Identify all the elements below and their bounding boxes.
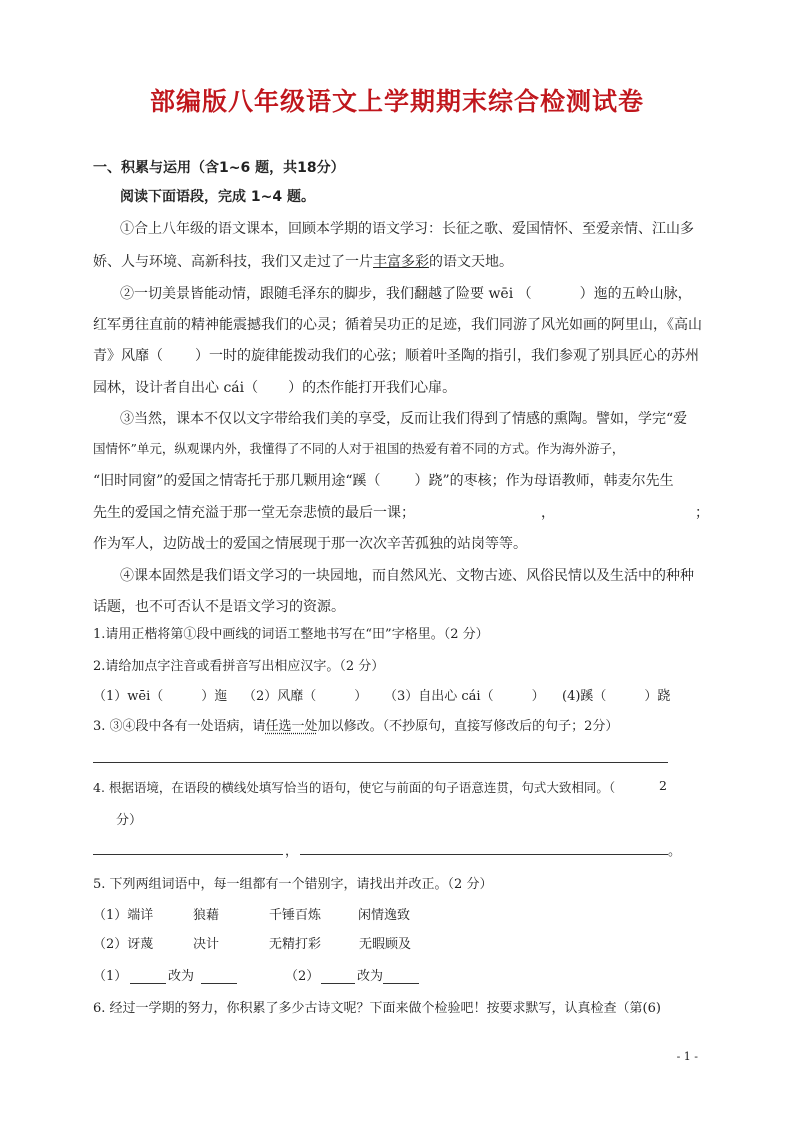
option-4: (4)蹊（ ）跷: [562, 689, 671, 704]
paragraph-1-line: 娇、人与环境、高新科技，我们又走过了一片丰富多彩的语文天地。: [93, 254, 513, 270]
question-3: 3. ③④段中各有一处语病，请任选一处加以修改。（不抄原句，直接写修改后的句子；2分）: [93, 719, 619, 734]
section-heading: 一、积累与运用（含1~6 题，共18分）: [93, 160, 345, 176]
page-number: - 1 -: [676, 1050, 698, 1063]
paragraph-2-line: 园林，设计者自出心 cái（ ）的杰作能打开我们心扉。: [93, 380, 457, 396]
emphasis-dotted: 任选一处: [265, 719, 318, 734]
paragraph-4-line: 话题，也不可否认不是语文学习的资源。: [93, 599, 345, 615]
answer-blank[interactable]: [383, 983, 419, 984]
page-title: 部编版八年级语文上学期期末综合检测试卷: [149, 87, 644, 116]
question-5: 5. 下列两组词语中，每一组都有一个错别字，请找出并改正。（2 分）: [93, 877, 493, 892]
question-2: 2.请给加点字注音或看拼音写出相应汉字。（2 分）: [93, 659, 385, 674]
paragraph-2-line: ②一切美景皆能动情，跟随毛泽东的脚步，我们翻越了险要 wēi （ ）迤的五岭山脉，: [120, 286, 692, 302]
paragraph-3-line: ③当然，课本不仅以文字带给我们美的享受，反而让我们得到了情感的熏陶。譬如，学完“爱: [120, 411, 688, 427]
question-1: 1.请用正楷将第①段中画线的词语工整地书写在“田”字格里。（2 分）: [93, 627, 489, 642]
paragraph-3-line: 作为军人，边防战士的爱国之情展现于那一次次辛苦孤独的站岗等等。: [93, 536, 527, 552]
paragraph-3-line: “旧时同窗”的爱国之情寄托于那几颗用途“蹊（ ）跷”的枣核；作为母语教师，韩麦尔先生: [93, 473, 674, 489]
answer-line[interactable]: [300, 854, 668, 855]
paragraph-1-line: ①合上八年级的语文课本，回顾本学期的语文学习：长征之歌、爱国情怀、至爱亲情、江山多: [120, 221, 694, 237]
option-3: （3）自出心 cái（ ）: [384, 689, 545, 704]
answer-line[interactable]: [93, 854, 283, 855]
question-4: 4. 根据语境，在语段的横线处填写恰当的语句，使它与前面的句子语意连贯，句式大致相同。（ 2: [93, 778, 667, 795]
document-page: 部编版八年级语文上学期期末综合检测试卷 一、积累与运用（含1~6 题，共18分） 阅读下面语段，完成 1~4 题。 ①合上八年级的语文课本，回顾本学期的语文学习：长征之歌、爱国情怀、至爱亲情、江山多 娇、人与环境、高新科技，我们又走过了一片丰富多彩的语文天地。 ②一切美景皆能动情，跟随毛泽东的脚步，我们翻越了险要 wēi （ ）迤的五岭山脉， 红军勇往直前的精神能震撼我们的心灵；循着吴功正的足迹，我们同游了风光如画的阿里山，《高山 青》风靡（ ）一时的旋律能拨动我们的心弦；顺着叶圣陶的指引，我们参观了别具匠心的苏州 园林，设计者自出心 cái（ ）的杰作能打开我们心扉。 ③当然，课本不仅以文字带给我们美的享受，反而让我们得到了情感的熏陶。譬如，学完“爱 国情怀”单元，纵观课内外，我懂得了不同的人对于祖国的热爱有着不同的方式。作为海外游子， “旧时同窗”的爱国之情寄托于那几颗用途“蹊（ ）跷”的枣核；作为母语教师，韩麦尔先生 先生的爱国之情充溢于那一堂无奈悲愤的最后一课； ， ； 作为军人，边防战士的爱国之情展现于那一次次辛苦孤独的站岗等等。 ④课本固然是我们语文学习的一块园地，而自然风光、文物古迹、风俗民情以及生活中的种种 话题，也不可否认不是语文学习的资源。 1.请用正楷将第①段中画线的词语工整地书写在“田”字格里。（2 分） 2.请给加点字注音或看拼音写出相应汉字。（2 分） （1）wēi（ ）迤 （2）风靡（ ） （3）自出心 cái（ ） (4)蹊（ ）跷 3. ③④段中各有一处语病，请任选一处加以修改。（不抄原句，直接写修改后的句子；2分） 4. 根据语境，在语段的横线处填写恰当的语句，使它与前面的句子语意连贯，句式大致相同。（ 2 分） ， 。 5. 下列两组词语中，每一组都有一个错别字，请找出并改正。（2 分） （1）端详 狼藉 千锤百炼 闲情逸致 （2）讶蔑 决计 无精打彩 无暇顾及 （1） 改为 （2） 改为 6. 经过一学期的努力，你积累了多少古诗文呢？下面来做个检验吧！按要求默写，认真检查（第(6) - 1 -: [0, 0, 794, 1123]
option-2: （2）风靡（ ）: [243, 689, 368, 704]
paragraph-4-line: ④课本固然是我们语文学习的一块园地，而自然风光、文物古迹、风俗民情以及生活中的种种: [120, 568, 694, 584]
reading-instruction: 阅读下面语段，完成 1~4 题。: [120, 189, 315, 205]
answer-blank[interactable]: [321, 983, 355, 984]
underlined-phrase: 丰富多彩: [373, 254, 429, 270]
period-mark: 。: [668, 844, 682, 859]
paragraph-3-line: 先生的爱国之情充溢于那一堂无奈悲愤的最后一课； ， ；: [93, 505, 709, 521]
question-4-cont: 分）: [116, 813, 143, 828]
question-6: 6. 经过一学期的努力，你积累了多少古诗文呢？下面来做个检验吧！按要求默写，认真检查（第(6): [93, 1001, 661, 1016]
option-1: （1）wēi（ ）迤: [93, 689, 228, 704]
answer-blank[interactable]: [130, 983, 166, 984]
paragraph-2-line: 青》风靡（ ）一时的旋律能拨动我们的心弦；顺着叶圣陶的指引，我们参观了别具匠心的苏州: [93, 348, 699, 364]
answer-blank[interactable]: [201, 983, 237, 984]
comma-mark: ，: [285, 844, 299, 859]
paragraph-2-line: 红军勇往直前的精神能震撼我们的心灵；循着吴功正的足迹，我们同游了风光如画的阿里山，《高山: [93, 317, 702, 333]
paragraph-3-line: 国情怀”单元，纵观课内外，我懂得了不同的人对于祖国的热爱有着不同的方式。作为海外游子，: [93, 441, 625, 456]
answer-line[interactable]: [93, 762, 668, 763]
